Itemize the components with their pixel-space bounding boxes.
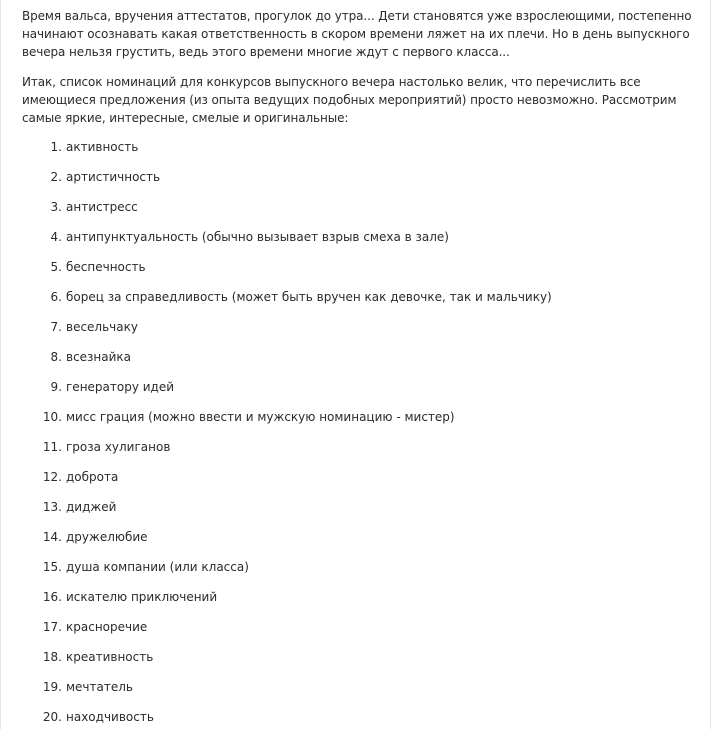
article-content <box>22 7 702 738</box>
list-item <box>22 708 702 738</box>
list-item-text: гроза хулиганов <box>66 440 171 455</box>
list-item-text: креативность <box>66 650 154 665</box>
list-item-text: искателю приключений <box>66 590 218 605</box>
list-item-text: всезнайка <box>66 350 132 365</box>
list-item-text: мисс грация (можно ввести и мужскую номинацию - мистер) <box>66 410 455 425</box>
list-item <box>22 558 702 588</box>
list-item-text: активность <box>66 140 139 155</box>
intro-paragraph-1: Время вальса, вручения аттестатов, прогулок до утра... Дети становятся уже взрослеющими, постепенно начинают осознавать какая ответственность в скором времени ляжет на их плечи. Но в день выпускного вечера нельзя грустить, ведь этого времени многие ждут с первого класса... <box>22 9 692 60</box>
list-item-number: 10. <box>42 410 62 425</box>
list-item-text: дружелюбие <box>66 530 148 545</box>
list-item-number: 20. <box>42 710 62 725</box>
list-item-text: весельчаку <box>66 320 138 335</box>
list-item-text: беспечность <box>66 260 146 275</box>
list-item <box>22 438 702 468</box>
list-item-text: красноречие <box>66 620 148 635</box>
list-item <box>22 468 702 498</box>
list-item <box>22 408 702 438</box>
list-item-number: 6. <box>50 290 62 305</box>
list-item <box>22 378 702 408</box>
list-item-number: 19. <box>42 680 62 695</box>
list-item <box>22 288 702 318</box>
list-item <box>22 528 702 558</box>
intro-paragraph-2: Итак, список номинаций для конкурсов выпускного вечера настолько велик, что перечислить все имеющиеся предложения (из опыта ведущих подобных мероприятий) просто невозможно. Рассмотрим самые яркие, интересные, смелые и оригинальные: <box>22 74 677 126</box>
list-item-text: борец за справедливость (может быть вручен как девочке, так и мальчику) <box>66 290 552 305</box>
list-item <box>22 318 702 348</box>
list-item-text: генератору идей <box>66 380 175 395</box>
list-item <box>22 258 702 288</box>
list-item-text: доброта <box>66 470 119 485</box>
list-item-number: 3. <box>50 200 62 215</box>
list-item-number: 13. <box>42 500 62 515</box>
list-item <box>22 678 702 708</box>
list-item <box>22 198 702 228</box>
list-item <box>22 168 702 198</box>
list-item <box>22 588 702 618</box>
list-item-number: 17. <box>42 620 62 635</box>
list-item-number: 4. <box>50 230 62 245</box>
list-item <box>22 228 702 258</box>
list-item-number: 7. <box>50 320 62 335</box>
list-item-number: 16. <box>42 590 62 605</box>
list-item <box>22 138 702 168</box>
list-item-text: мечтатель <box>66 680 133 695</box>
list-item-text: артистичность <box>66 170 161 185</box>
list-item-text: антипунктуальность (обычно вызывает взрыв смеха в зале) <box>66 230 449 245</box>
nominations-list <box>22 138 702 738</box>
list-item-text: диджей <box>66 500 117 515</box>
list-item <box>22 618 702 648</box>
list-item-number: 18. <box>42 650 62 665</box>
list-item-number: 8. <box>50 350 62 365</box>
list-item-number: 2. <box>50 170 62 185</box>
list-item <box>22 348 702 378</box>
list-item-text: находчивость <box>66 710 154 725</box>
list-item-number: 9. <box>50 380 62 395</box>
list-item-number: 14. <box>42 530 62 545</box>
list-item-number: 1. <box>50 140 62 155</box>
list-item <box>22 498 702 528</box>
list-item-number: 5. <box>50 260 62 275</box>
list-item-number: 12. <box>42 470 62 485</box>
list-item-number: 11. <box>42 440 62 455</box>
list-item-text: антистресс <box>66 200 138 215</box>
list-item <box>22 648 702 678</box>
list-item-number: 15. <box>42 560 62 575</box>
list-item-text: душа компании (или класса) <box>66 560 249 575</box>
